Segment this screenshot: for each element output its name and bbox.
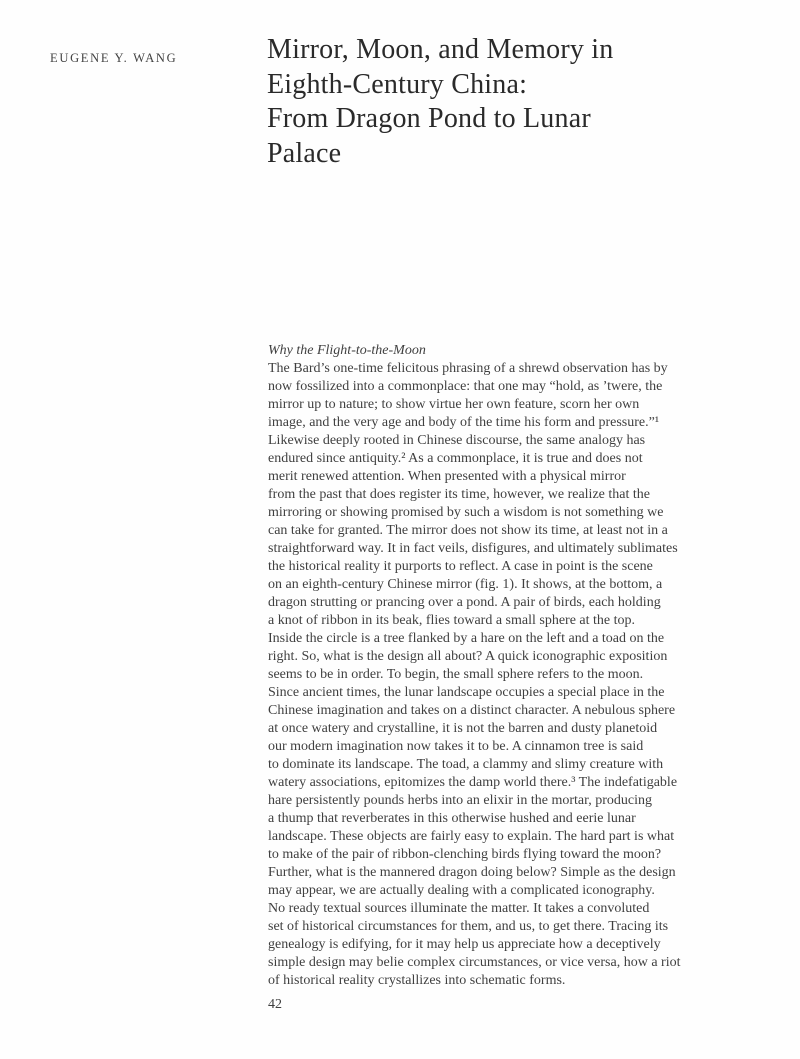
author-name: EUGENE Y. WANG bbox=[50, 51, 178, 65]
article-title: Mirror, Moon, and Memory in Eighth-Century China: From Dragon Pond to Lunar Palace bbox=[267, 34, 614, 169]
article-body bbox=[268, 342, 748, 990]
page-number: 42 bbox=[268, 997, 282, 1012]
body-paragraph: The Bard’s one-time felicitous phrasing of a shrewd observation has by now fossilized into a commonplace: that one may “hold, as ’twere, the mirror up to nature; to show virtue her own feature, scorn her own image, and the very age and body of the time his form and pressure.”¹ Likewise deeply rooted in Chinese discourse, the same analogy has endured since antiquity.² As a commonplace, it is true and does not merit renewed attention. When presented with a physical mirror from the past that does register its time, however, we realize that the mirroring or showing promised by such a wisdom is not something we can take for granted. The mirror does not show its time, at least not in a straightforward way. It in fact veils, disfigures, and ultimately sublimates the historical reality it purports to reflect. A case in point is the scene on an eighth-century Chinese mirror (fig. 1). It shows, at the bottom, a dragon strutting or prancing over a pond. A pair of birds, each holding a knot of ribbon in its beak, flies toward a small sphere at the top. Inside the circle is a tree flanked by a hare on the left and a toad on the right. So, what is the design all about? A quick iconographic exposition seems to be in order. To begin, the small sphere refers to the moon. Since ancient times, the lunar landscape occupies a special place in the Chinese imagination and takes on a distinct character. A nebulous sphere at once watery and crystalline, it is not the barren and dusty planetoid our modern imagination now takes it to be. A cinnamon tree is said to dominate its landscape. The toad, a clammy and slimy creature with watery associations, epitomizes the damp world there.³ The indefatigable hare persistently pounds herbs into an elixir in the mortar, producing a thump that reverberates in this otherwise hushed and eerie lunar landscape. These objects are fairly easy to explain. The hard part is what to make of the pair of ribbon-clenching birds flying toward the moon? Further, what is the mannered dragon doing below? Simple as the design may appear, we are actually dealing with a complicated iconography. No ready textual sources illuminate the matter. It takes a convoluted set of historical circumstances for them, and us, to get there. Tracing its genealogy is edifying, for it may help us appreciate how a deceptively simple design may belie complex circumstances, or vice versa, how a riot of historical reality crystallizes into schematic forms. bbox=[268, 361, 681, 988]
section-heading: Why the Flight-to-the-Moon bbox=[268, 343, 426, 358]
